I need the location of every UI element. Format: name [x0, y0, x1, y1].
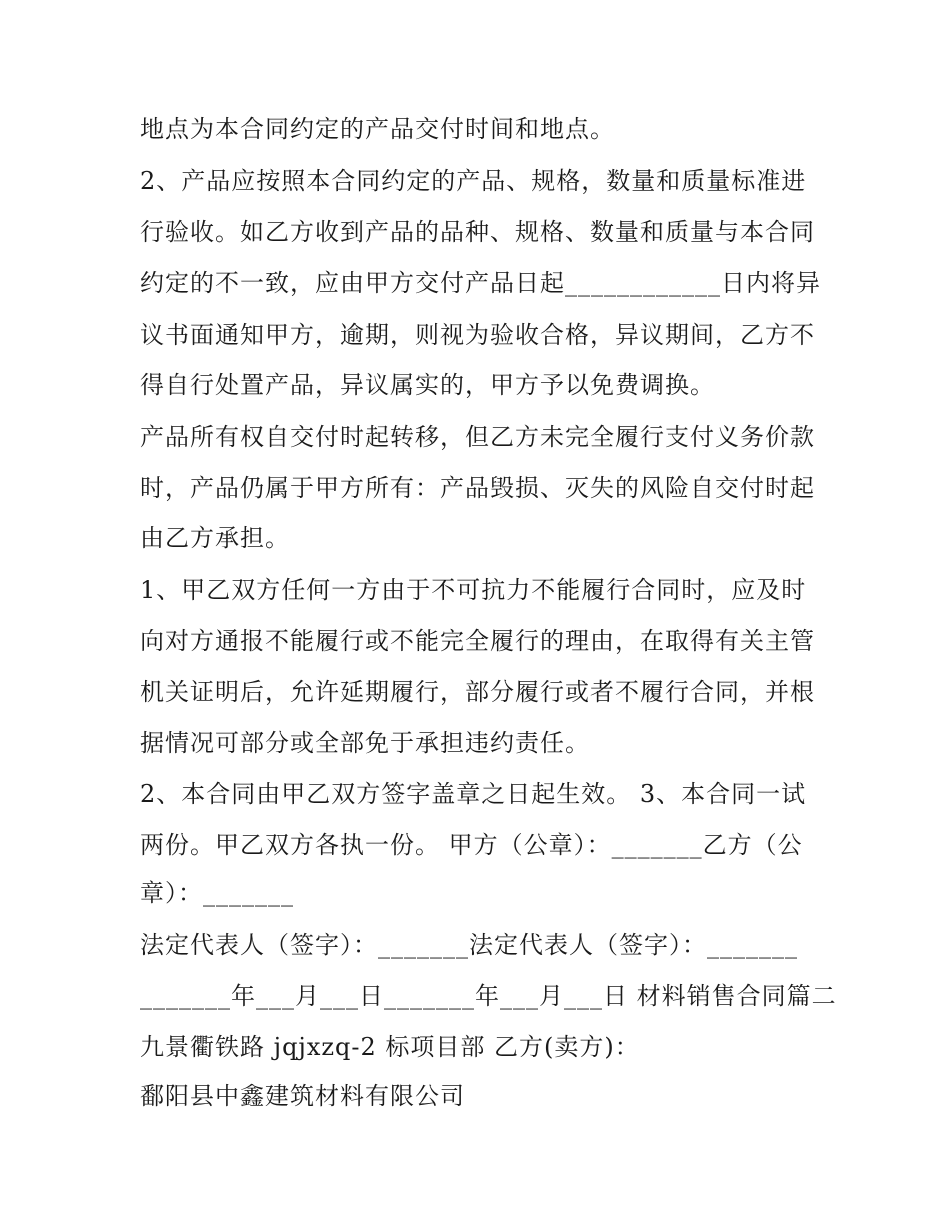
- text-line: 议书面通知甲方，逾期，则视为验收合格，异议期间，乙方不: [140, 321, 815, 349]
- text-line: 时，产品仍属于甲方所有：产品毁损、灭失的风险自交付时起: [140, 474, 815, 502]
- text-line: 1、甲乙双方任何一方由于不可抗力不能履行合同时，应及时: [140, 576, 807, 604]
- text-line: 向对方通报不能履行或不能完全履行的理由，在取得有关主管: [140, 627, 815, 655]
- text-line: 产品所有权自交付时起转移，但乙方未完全履行支付义务价款: [140, 423, 815, 451]
- text-line: 约定的不一致，应由甲方交付产品日起____________日内将异: [140, 269, 821, 297]
- text-line: _______年___月___日_______年___月___日 材料销售合同篇二: [140, 982, 837, 1010]
- text-line: 机关证明后，允许延期履行，部分履行或者不履行合同，并根: [140, 678, 815, 706]
- text-line: 地点为本合同约定的产品交付时间和地点。: [140, 115, 615, 143]
- text-line: 行验收。如乙方收到产品的品种、规格、数量和质量与本合同: [140, 218, 815, 246]
- text-line: 九景衢铁路 jqjxzq-2 标项目部 乙方(卖方)：: [140, 1033, 640, 1061]
- text-line: 2、本合同由甲乙双方签字盖章之日起生效。 3、本合同一试: [140, 780, 807, 808]
- text-line: 据情况可部分或全部免于承担违约责任。: [140, 729, 590, 757]
- text-line: 法定代表人（签字）：_______法定代表人（签字）：_______: [140, 931, 798, 959]
- text-line: 章）：_______: [140, 879, 294, 907]
- text-line: 得自行处置产品，异议属实的，甲方予以免费调换。: [140, 371, 715, 399]
- text-line: 由乙方承担。: [140, 524, 290, 552]
- text-line: 鄱阳县中鑫建筑材料有限公司: [140, 1082, 465, 1110]
- text-line: 两份。甲乙双方各执一份。 甲方（公章）：_______乙方（公: [140, 831, 803, 859]
- text-line: 2、产品应按照本合同约定的产品、规格，数量和质量标准进: [140, 167, 807, 195]
